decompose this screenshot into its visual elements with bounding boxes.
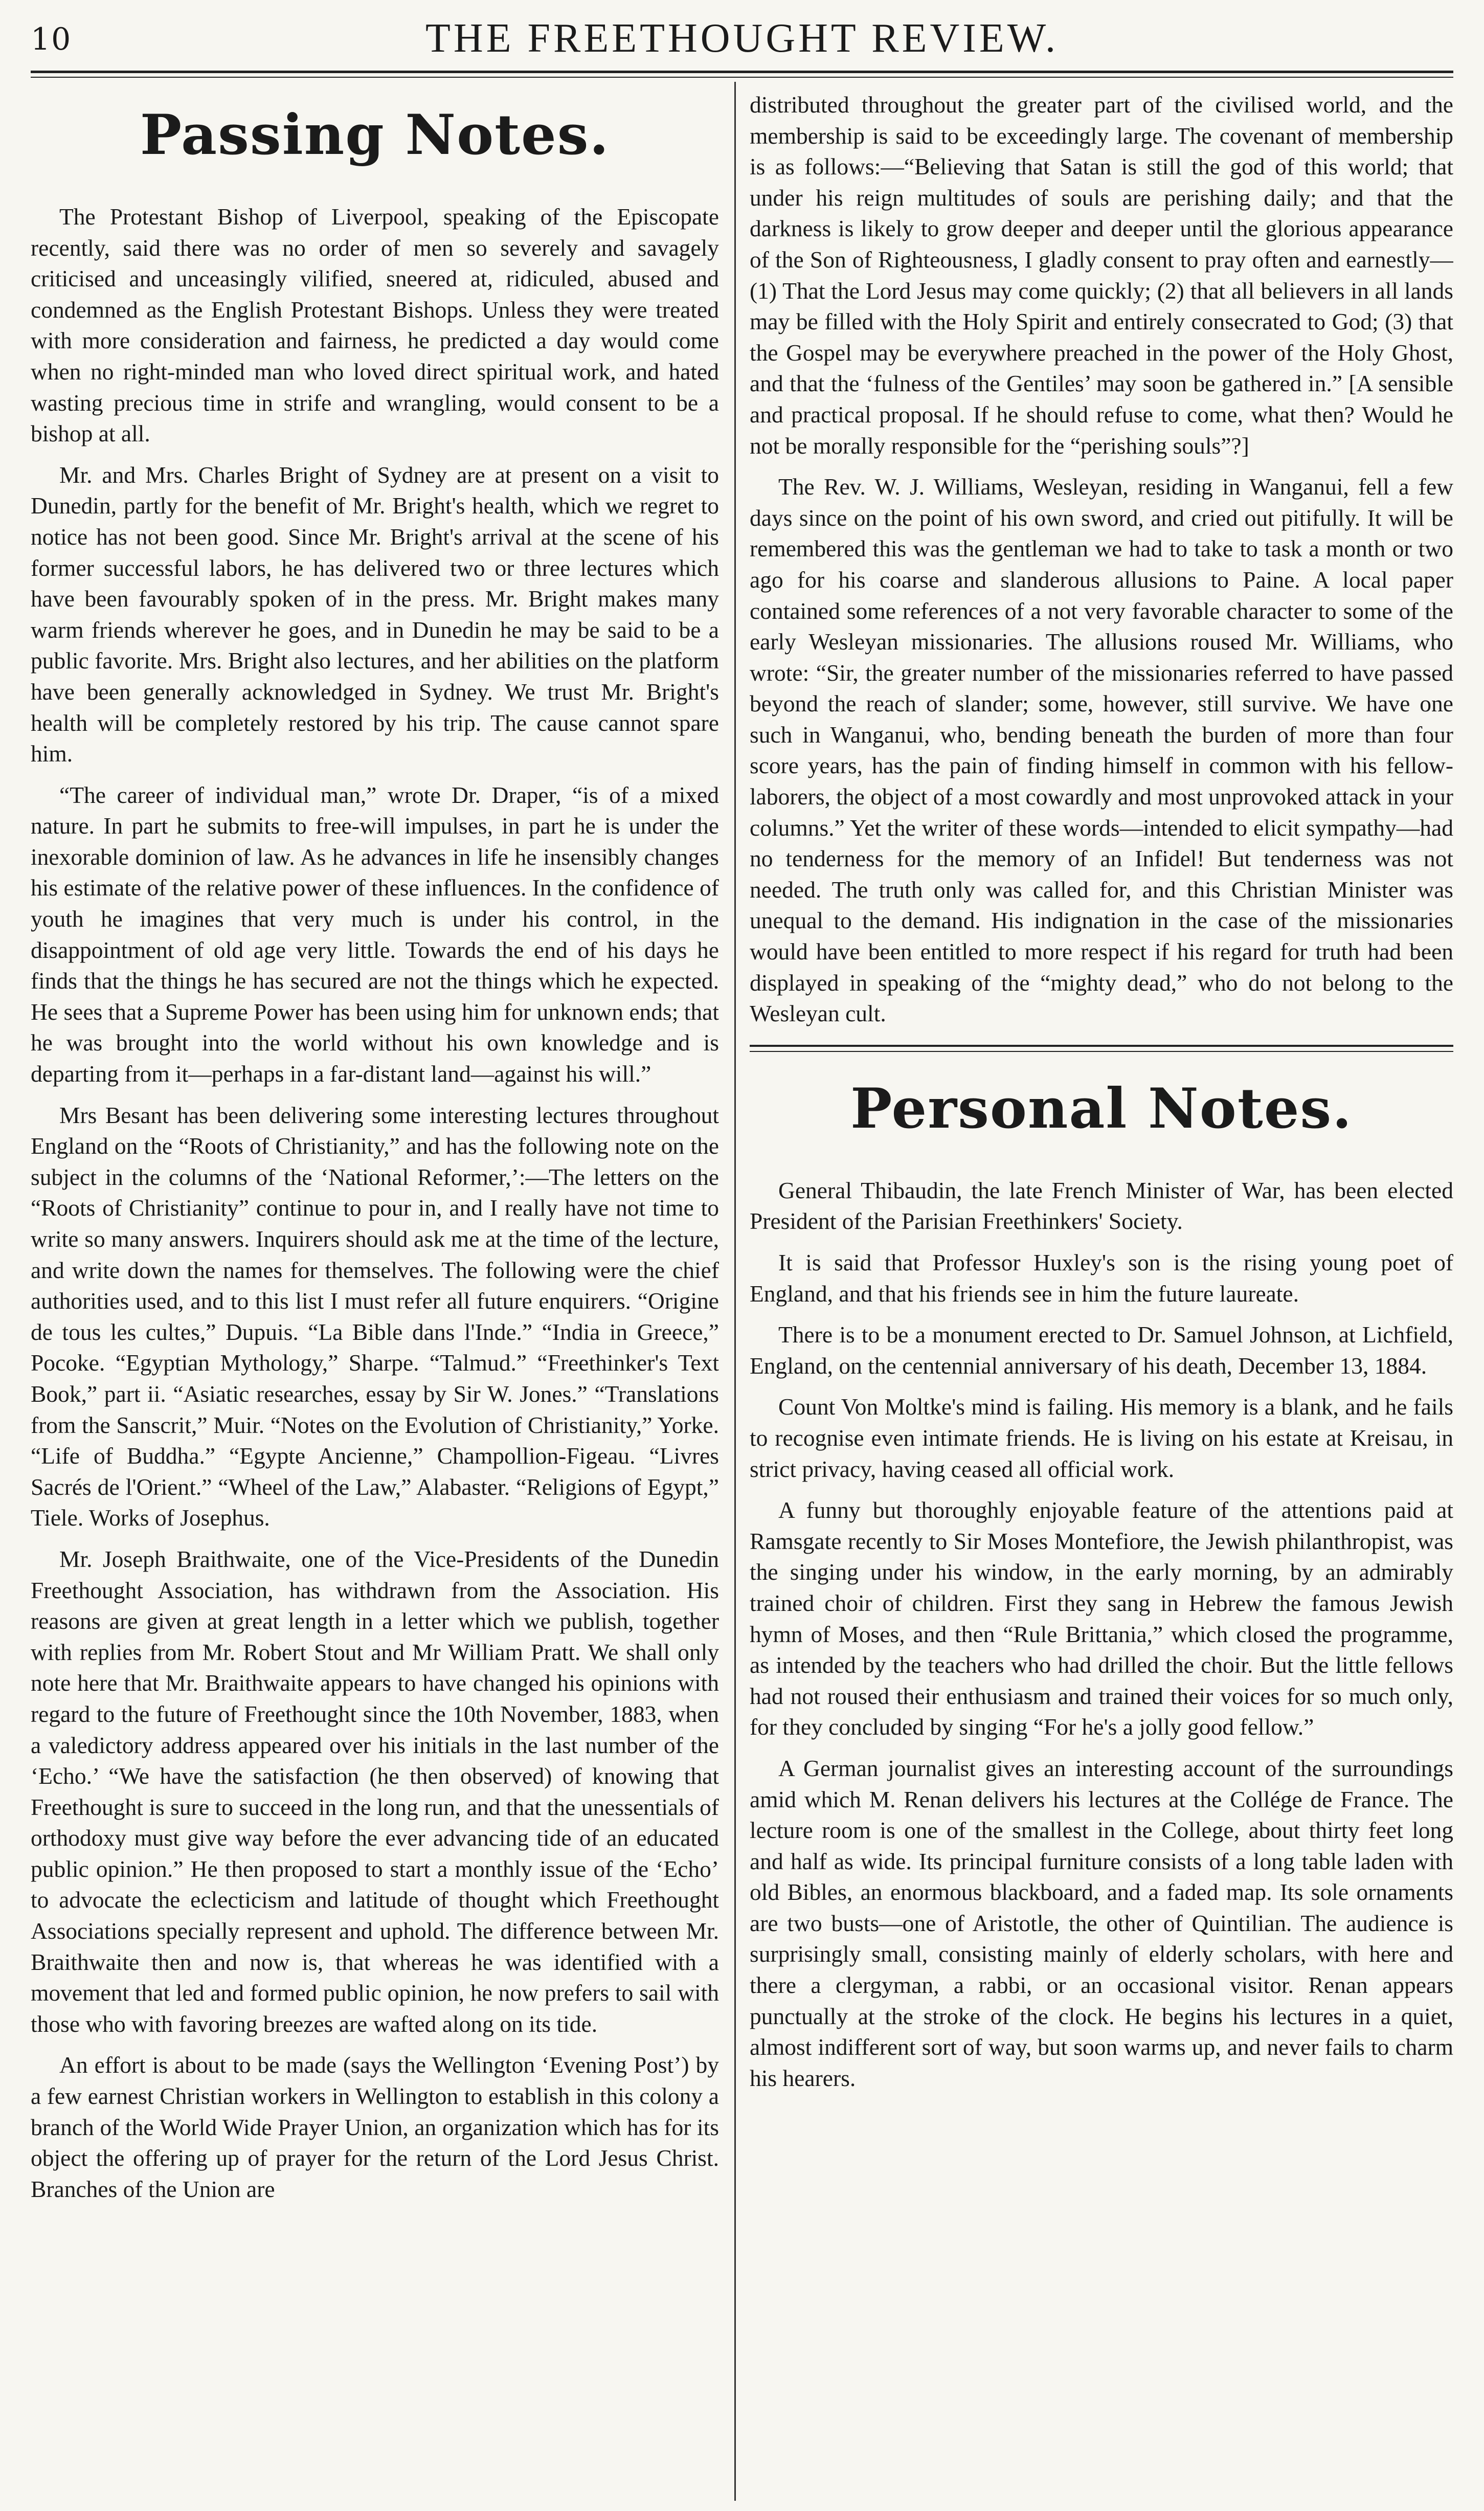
paragraph-bishop-liverpool: The Protestant Bishop of Liverpool, speaking of the Episcopate recently, said there was no order of men so severely and savagely criticised and unceasingly vilified, sneered at, ridiculed, abused and condemned as the English Protestant Bishops. Unless they were treated with more consideration and fairness, he predicted a day would come when no right-minded man who loved direct spiritual work, and hated wasting precious time in strife and wrangling, would consent to be a bishop at all.: [31, 204, 719, 447]
paragraph-draper-quote: “The career of individual man,” wrote Dr. Draper, “is of a mixed nature. In part he submits to free-will impulses, in part he is under the inexorable dominion of law. As he advances in life he insensibly changes his estimate of the relative power of these influences. In the confidence of youth he imagines that very much is under his control, in the disappointment of old age very little. Towards the end of his days he finds that the things he has secured are not the things which he expected. He sees that a Supreme Power has been using him for unknown ends; that he was brought into the world without his own knowledge and is departing from it—perhaps in a far-distant land—against his will.”: [31, 781, 719, 1087]
page-number: 10: [31, 21, 72, 57]
paragraph-rev-williams: The Rev. W. J. Williams, Wesleyan, residing in Wanganui, fell a few days since on the point of his own sword, and cried out pitifully. It will be remembered this was the gentleman we had to take to task a month or two ago for his coarse and slanderous allusions to Paine. A local paper contained some references of a not very favorable character to some of the early Wesleyan missionaries. The allusions roused Mr. Williams, who wrote: “Sir, the greater number of the missionaries referred to have passed beyond the reach of slander; some, however, still survive. We have one such in Wanganui, who, bending beneath the burden of more than four score years, has the pain of finding himself in common with his fellow-laborers, the object of a most cowardly and most unprovoked attack in your columns.” Yet the writer of these words—intended to elicit sympathy—had no tenderness for the memory of an Infidel! But tenderness was not needed. The truth only was called for, and this Christian Minister was unequal to the demand. His indignation in the case of the missionaries would have been entitled to more respect if his regard for truth had been displayed in speaking of the “mighty dead,” who do not belong to the Wesleyan cult.: [750, 474, 1453, 1027]
left-column: [31, 89, 719, 2501]
personal-notes-heading: Personal Notes.: [850, 1076, 1353, 1141]
paragraph-prayer-union: An effort is about to be made (says the Wellington ‘Evening Post’) by a few earnest Christian workers in Wellington to establish in this colony a branch of the World Wide Prayer Union, an organization which has for its object the offering up of prayer for the return of the Lord Jesus Christ. Branches of the Union are: [31, 2052, 719, 2202]
column-divider: [734, 82, 736, 2501]
section-divider: [750, 1045, 1453, 1047]
paragraph-thibaudin: General Thibaudin, the late French Minister of War, has been elected President of the Parisian Freethinkers' Society.: [750, 1177, 1453, 1235]
paragraph-braithwaite: Mr. Joseph Braithwaite, one of the Vice-Presidents of the Dunedin Freethought Association, has withdrawn from the Association. His reasons are given at great length in a letter which we publish, together with replies from Mr. Robert Stout and Mr William Pratt. We shall only note here that Mr. Braithwaite appears to have changed his opinions with regard to the future of Freethought since the 10th November, 1883, when a valedictory address appeared over his initials in the last number of the ‘Echo.’ “We have the satisfaction (he then observed) of knowing that Freethought is sure to succeed in the long run, and that the unessentials of orthodoxy must give way before the ever advancing tide of an educated public opinion.” He then proposed to start a monthly issue of the ‘Echo’ to advocate the eclecticism and latitude of thought which Freethought Associations specially represent and uphold. The difference between Mr. Braithwaite then and now is, that whereas he was identified with a movement that led and formed public opinion, he now prefers to sail with those who with favoring breezes are wafted along on its tide.: [31, 1545, 719, 2037]
paragraph-prayer-union-continued: distributed throughout the greater part of the civilised world, and the membership is said to be exceedingly large. The covenant of membership is as follows:—“Believing that Satan is still the god of this world; that under his reign multitudes of souls are perishing daily; and that the darkness is likely to grow deeper and deeper until the glorious appearance of the Son of Righteousness, I gladly consent to pray often and earnestly—(1) That the Lord Jesus may come quickly; (2) that all believers in all lands may be filled with the Holy Spirit and entirely consecrated to God; (3) that the Gospel may be everywhere preached in the power of the Holy Ghost, and that the ‘fulness of the Gentiles’ may soon be gathered in.” [A sensible and practical proposal. If he should refuse to come, what then? Would he not be morally responsible for the “perishing souls”?]: [750, 92, 1453, 459]
paragraph-johnson-monument: There is to be a monument erected to Dr. Samuel Johnson, at Lichfield, England, on the centennial anniversary of his death, December 13, 1884.: [750, 1321, 1453, 1379]
header-rule-thin: [31, 77, 1453, 78]
passing-notes-heading: Passing Notes.: [140, 103, 610, 167]
page-header: [31, 11, 1453, 68]
paragraph-besant-lectures: Mrs Besant has been delivering some interesting lectures throughout England on the “Roots of Christianity,” and has the following note on the subject in the columns of the ‘National Reformer,’:—The letters on the “Roots of Christianity” continue to pour in, and I really have not time to write so many answers. Inquirers should ask me at the time of the lecture, and write down the names for themselves. The following were the chief authorities used, and to this list I must refer all future enquirers. “Origine de tous les cultes,” Dupuis. “La Bible dans l'Inde.” “India in Greece,” Pocoke. “Egyptian Mythology,” Sharpe. “Talmud.” “Freethinker's Text Book,” part ii. “Asiatic researches, essay by Sir W. Jones.” “Translations from the Sanscrit,” Muir. “Notes on the Evolution of Christianity,” Yorke. “Life of Buddha.” “Egypte Ancienne,” Champollion-Figeau. “Livres Sacrés de l'Orient.” “Wheel of the Law,” Alabaster. “Religions of Egypt,” Tiele. Works of Josephus.: [31, 1102, 719, 1531]
paragraph-renan: A German journalist gives an interesting account of the surroundings amid which M. Renan delivers his lectures at the Collége de France. The lecture room is one of the smallest in the College, about thirty feet long and half as wide. Its principal furniture consists of a long table laden with old Bibles, an enormous blackboard, and a faded map. Its sole ornaments are two busts—one of Aristotle, the other of Quintilian. The audience is surprisingly small, consisting mainly of elderly scholars, with here and there a clergyman, a rabbi, or an occasional visitor. Renan appears punctually at the stroke of the clock. He begins his lectures in a quiet, almost indifferent sort of way, but soon warms up, and never fails to charm his hearers.: [750, 1755, 1453, 2091]
header-rule: [31, 71, 1453, 73]
paragraph-montefiore: A funny but thoroughly enjoyable feature of the attentions paid at Ramsgate recently to Sir Moses Montefiore, the Jewish philanthropist, was the singing under his window, in the early morning, by an admirably trained choir of children. First they sang in Hebrew the famous Jewish hymn of Moses, and then “Rule Brittania,” which closed the programme, as intended by the teachers who had drilled the choir. But the little fellows had not roused their enthusiasm and trained their voices for so much only, for they concluded by singing “For he's a jolly good fellow.”: [750, 1497, 1453, 1740]
right-column: [750, 89, 1453, 2501]
paragraph-charles-bright: Mr. and Mrs. Charles Bright of Sydney are at present on a visit to Dunedin, partly for the benefit of Mr. Bright's health, which we regret to notice has not been good. Since Mr. Bright's arrival at the scene of his former successful labors, he has delivered two or three lectures which have been favourably spoken of in the press. Mr. Bright makes many warm friends wherever he goes, and in Dunedin he may be said to be a public favorite. Mrs. Bright also lectures, and her abilities on the platform have been generally acknowledged in Sydney. We trust Mr. Bright's health will be completely restored by his trip. The cause cannot spare him.: [31, 461, 719, 767]
section-divider-thin: [750, 1051, 1453, 1052]
paragraph-von-moltke: Count Von Moltke's mind is failing. His memory is a blank, and he fails to recognise even intimate friends. He is living on his estate at Kreisau, in strict privacy, having ceased all official work.: [750, 1394, 1453, 1482]
paragraph-huxley: It is said that Professor Huxley's son is the rising young poet of England, and that his friends see in him the future laureate.: [750, 1249, 1453, 1307]
page-title: THE FREETHOUGHT REVIEW.: [425, 16, 1059, 61]
